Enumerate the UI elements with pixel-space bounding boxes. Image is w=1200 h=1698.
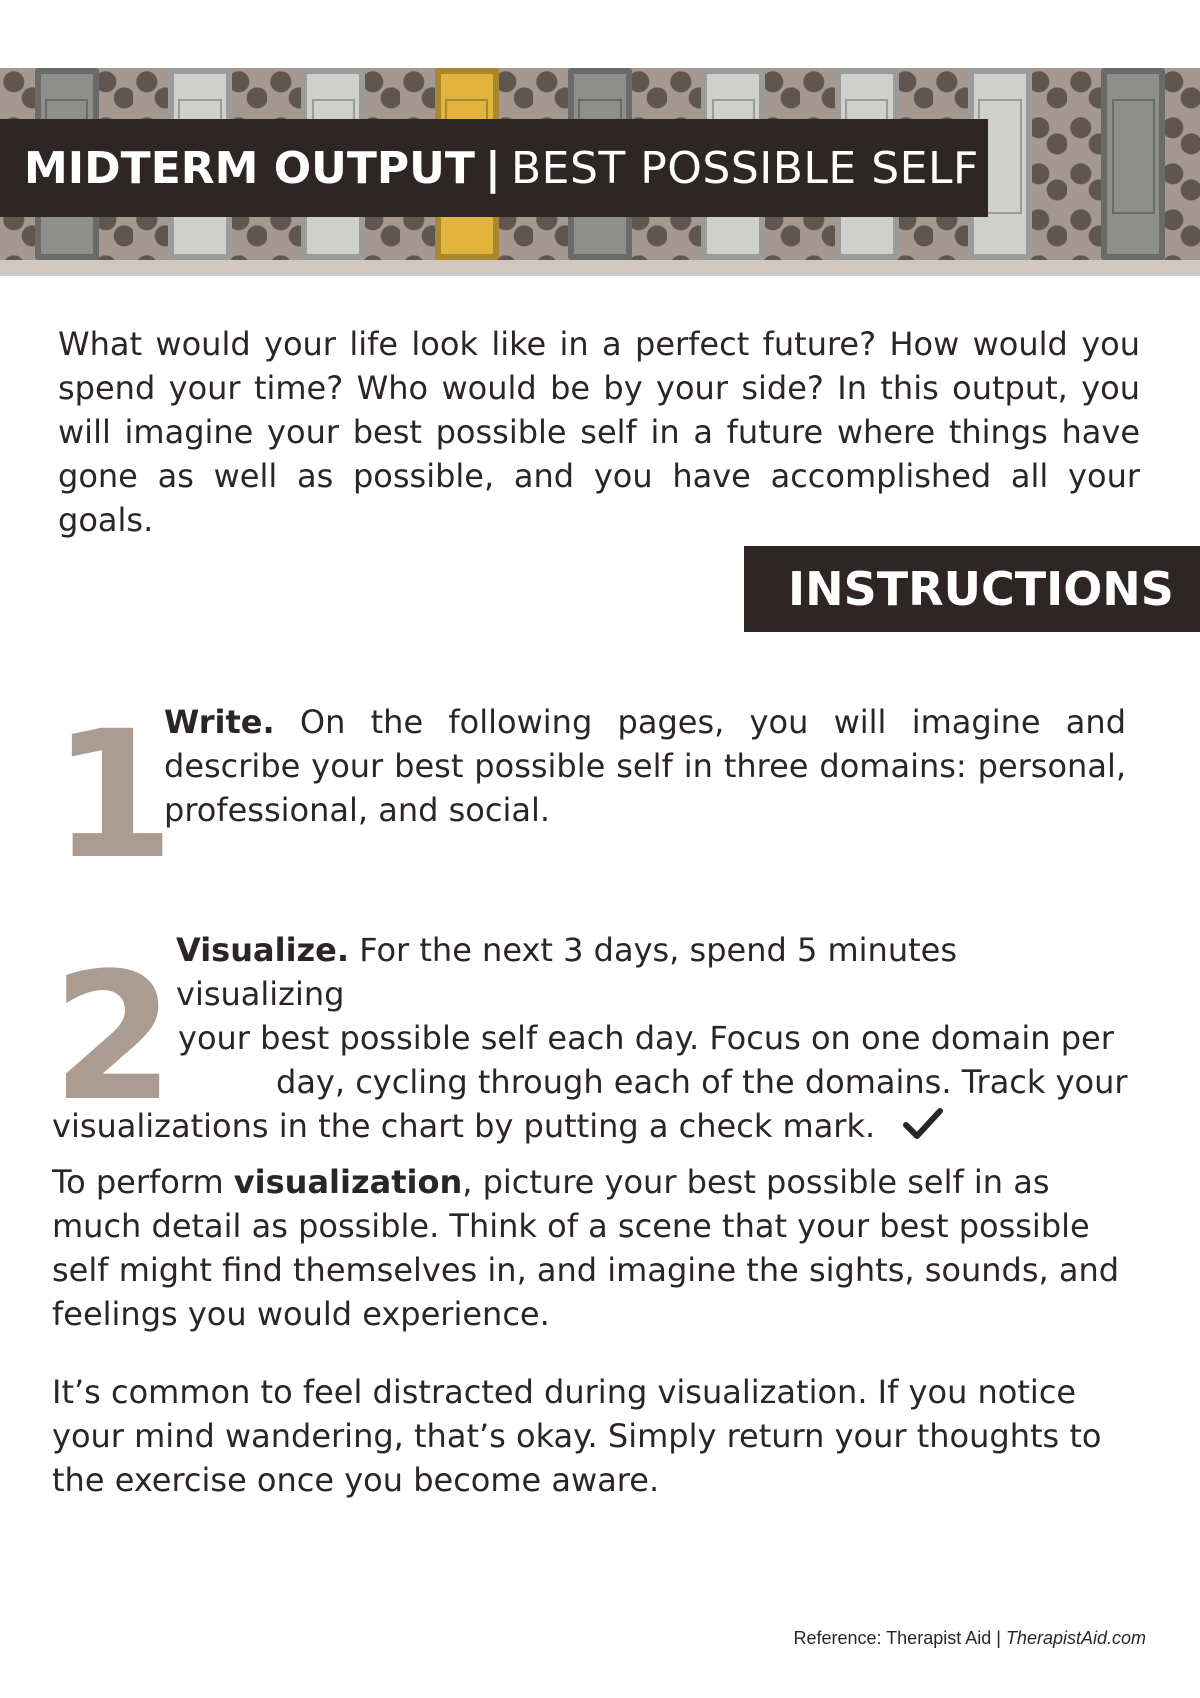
step-2-line-4-body: visualizations in the chart by putting a check mark. — [52, 1107, 876, 1145]
intro-paragraph: What would your life look like in a perfect future? How would you spend your time? Who would be by your side? In this output, you will imagine your best possible self in a future where things have gone as well as possible, and you have accomplished all your goals. — [58, 325, 1140, 539]
step-1-body: On the following pages, you will imagine and describe your best possible self in three domains: personal, professional, and social. — [164, 703, 1127, 829]
step-2-number: 2 — [52, 935, 175, 1140]
reference-site: TherapistAid.com — [1005, 1628, 1146, 1648]
distraction-paragraph: It’s common to feel distracted during visualization. If you notice your mind wandering, that’s okay. Simply return your thoughts to the exercise once you become aware. — [52, 1373, 1102, 1499]
step-2-lead: Visualize. — [176, 931, 350, 969]
step-2-text — [52, 928, 1128, 1148]
step-1-lead: Write. — [164, 703, 275, 741]
title-bold-text: MIDTERM OUTPUT — [24, 142, 475, 194]
paragraph-1-after: , picture your best possible self in as much detail as possible. Think of a scene that your best possible self might find themselves in, and imagine the sights, sounds, and feelings you would experience. — [52, 1163, 1120, 1333]
title-separator: | — [484, 142, 501, 194]
instructions-heading: INSTRUCTIONS — [744, 546, 1200, 632]
header-banner — [0, 68, 1200, 276]
step-2-line-1 — [52, 928, 1128, 1016]
step-2-line-3: day, cycling through each of the domains. Track your — [276, 1063, 1128, 1101]
visualization-paragraph — [52, 1160, 1132, 1336]
step-2-line-4 — [52, 1104, 1128, 1148]
paragraph-1-bold: visualization — [233, 1163, 463, 1201]
title-light-text: BEST POSSIBLE SELF — [510, 142, 979, 194]
step-2-line-2: your best possible self each day. Focus on one domain per — [178, 1019, 1114, 1057]
reference-footer — [793, 1628, 1146, 1649]
step-1-text — [164, 700, 1126, 832]
paragraph-1-before: To perform — [52, 1163, 234, 1201]
reference-label: Reference: Therapist Aid | — [793, 1628, 1001, 1648]
floor-strip — [0, 260, 1200, 276]
step-1-number: 1 — [52, 693, 175, 898]
step-2-line-1-body: For the next 3 days, spend 5 minutes visualizing — [176, 931, 958, 1013]
check-mark-icon — [903, 1107, 943, 1141]
page-title — [0, 119, 988, 217]
